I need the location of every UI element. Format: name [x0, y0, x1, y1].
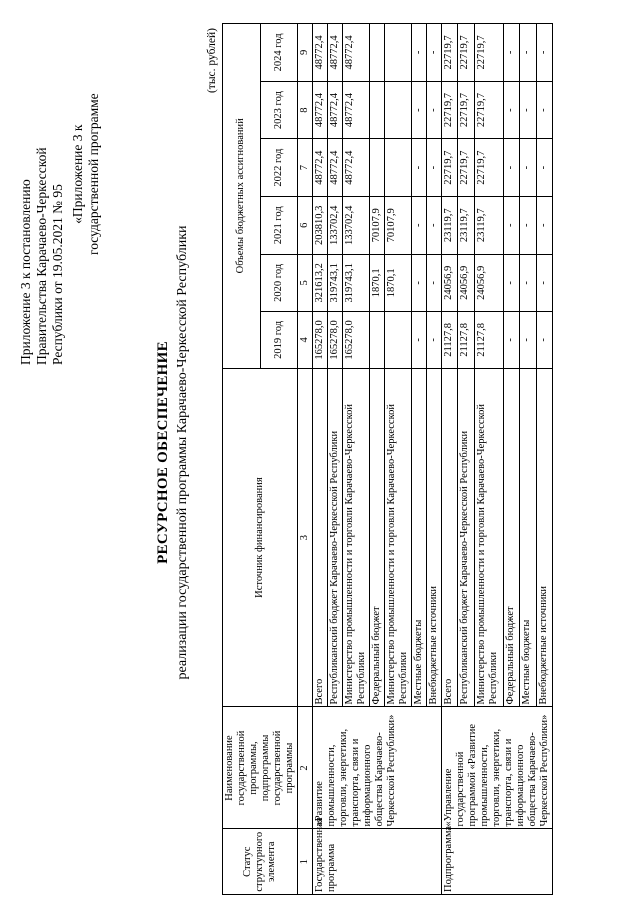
budget-value: 21127,8: [458, 312, 474, 368]
budget-value: -: [427, 312, 442, 368]
budget-value: -: [536, 81, 552, 139]
budget-value: -: [412, 254, 427, 312]
resolution-line: Правительства Карачаево-Черкесской: [34, 147, 49, 365]
budget-value: 48772,4: [343, 24, 370, 82]
table-row: [313, 24, 328, 895]
budget-value: 24056,9: [474, 254, 503, 312]
budget-value: 165278,0: [328, 312, 343, 368]
budget-value: -: [536, 196, 552, 254]
header-year: 2020 год: [260, 254, 298, 312]
budget-value: -: [427, 81, 442, 139]
budget-value: 133702,4: [343, 196, 370, 254]
budget-value: 22719,7: [474, 139, 503, 197]
budget-value: 48772,4: [313, 24, 328, 82]
budget-value: -: [536, 139, 552, 197]
budget-value: 48772,4: [313, 139, 328, 197]
budget-value: -: [520, 139, 536, 197]
header-row: [223, 24, 261, 895]
budget-value: 48772,4: [343, 81, 370, 139]
column-index-row: [298, 24, 313, 895]
appendix-line: государственной программе: [86, 93, 101, 255]
budget-value: 22719,7: [442, 24, 458, 82]
budget-value: 21127,8: [474, 312, 503, 368]
funding-source: Местные бюджеты: [520, 368, 536, 707]
column-index: 3: [298, 368, 313, 707]
budget-value: 133702,4: [328, 196, 343, 254]
header-name: Наименование государственной программы, подпрограммы государственной программы: [223, 707, 298, 829]
budget-value: 1870,1: [385, 254, 412, 312]
column-index: 6: [298, 196, 313, 254]
budget-value: 48772,4: [343, 139, 370, 197]
appendix-reference: [70, 93, 102, 255]
resource-table: [222, 23, 553, 895]
funding-source: Республиканский бюджет Карачаево-Черкесской Республики: [328, 368, 343, 707]
funding-source: Министерство промышленности и торговли Карачаево-Черкесской Республики: [474, 368, 503, 707]
units-label: (тыс. рублей): [206, 28, 218, 94]
budget-value: -: [536, 254, 552, 312]
funding-source: Министерство промышленности и торговли Карачаево-Черкесской Республики: [343, 368, 370, 707]
budget-value: -: [427, 139, 442, 197]
table-row: [442, 24, 458, 895]
budget-value: 24056,9: [442, 254, 458, 312]
header-status: Статус структурного элемента: [223, 829, 298, 895]
column-index: 7: [298, 139, 313, 197]
budget-value: -: [412, 196, 427, 254]
element-status: Государственная программа: [313, 829, 442, 895]
budget-value: 70107,9: [370, 196, 385, 254]
resolution-line: Республики от 19.05.2021 № 95: [50, 184, 65, 365]
header-year: 2022 год: [260, 139, 298, 197]
budget-value: [385, 139, 412, 197]
column-index: 5: [298, 254, 313, 312]
budget-value: 203810,3: [313, 196, 328, 254]
funding-source: Местные бюджеты: [412, 368, 427, 707]
budget-value: 165278,0: [343, 312, 370, 368]
budget-value: 321613,2: [313, 254, 328, 312]
budget-value: -: [412, 139, 427, 197]
funding-source: Внебюджетные источники: [536, 368, 552, 707]
budget-value: [385, 81, 412, 139]
resolution-reference: [18, 147, 66, 365]
budget-value: [370, 312, 385, 368]
budget-value: 165278,0: [313, 312, 328, 368]
budget-value: -: [536, 24, 552, 82]
column-index: 8: [298, 81, 313, 139]
program-name: «Управление государственной программой «Развитие промышленности, торговли, энергетики, транспорта, связи и информационного общества Карачаево-Черкесской Республики»: [442, 707, 553, 829]
program-name: «Развитие промышленности, торговли, энергетики, транспорта, связи и информационного общества Карачаево-Черкесской Республики»: [313, 707, 442, 829]
budget-value: -: [412, 81, 427, 139]
budget-value: 22719,7: [474, 24, 503, 82]
header-volumes: Объемы бюджетных ассигнований: [223, 24, 261, 369]
budget-value: 24056,9: [458, 254, 474, 312]
budget-value: -: [520, 24, 536, 82]
budget-value: 22719,7: [458, 139, 474, 197]
funding-source: Федеральный бюджет: [504, 368, 520, 707]
column-index: 9: [298, 24, 313, 82]
budget-value: -: [520, 254, 536, 312]
budget-value: -: [412, 312, 427, 368]
funding-source: Министерство промышленности и торговли Карачаево-Черкесской Республики: [385, 368, 412, 707]
budget-value: 319743,1: [328, 254, 343, 312]
budget-value: -: [536, 312, 552, 368]
budget-value: -: [504, 24, 520, 82]
budget-value: -: [504, 254, 520, 312]
budget-value: 70107,9: [385, 196, 412, 254]
budget-value: -: [504, 139, 520, 197]
element-status: Подпрограмма: [442, 829, 553, 895]
budget-value: 48772,4: [328, 81, 343, 139]
budget-value: 48772,4: [328, 139, 343, 197]
budget-value: 22719,7: [442, 81, 458, 139]
funding-source: Всего: [313, 368, 328, 707]
budget-value: [385, 312, 412, 368]
budget-value: 48772,4: [328, 24, 343, 82]
budget-value: -: [520, 196, 536, 254]
budget-value: 48772,4: [313, 81, 328, 139]
header-year: 2021 год: [260, 196, 298, 254]
budget-value: -: [427, 196, 442, 254]
budget-value: -: [504, 81, 520, 139]
funding-source: Республиканский бюджет Карачаево-Черкесской Республики: [458, 368, 474, 707]
resolution-line: Приложение 3 к постановлению: [18, 179, 33, 365]
budget-value: 22719,7: [474, 81, 503, 139]
budget-value: 22719,7: [442, 139, 458, 197]
budget-value: [385, 24, 412, 82]
column-index: 4: [298, 312, 313, 368]
budget-value: -: [520, 81, 536, 139]
column-index: 1: [298, 829, 313, 895]
document-title: РЕСУРСНОЕ ОБЕСПЕЧЕНИЕ: [155, 341, 171, 564]
budget-value: 23119,7: [442, 196, 458, 254]
budget-value: [370, 139, 385, 197]
budget-value: 23119,7: [474, 196, 503, 254]
header-source: Источник финансирования: [223, 368, 298, 707]
budget-value: 319743,1: [343, 254, 370, 312]
budget-value: -: [504, 196, 520, 254]
funding-source: Федеральный бюджет: [370, 368, 385, 707]
appendix-line: «Приложение 3 к: [70, 124, 85, 224]
funding-source: Внебюджетные источники: [427, 368, 442, 707]
budget-value: 22719,7: [458, 24, 474, 82]
budget-value: -: [412, 24, 427, 82]
budget-value: -: [427, 254, 442, 312]
budget-value: -: [427, 24, 442, 82]
budget-value: [370, 81, 385, 139]
header-year: 2023 год: [260, 81, 298, 139]
budget-value: -: [504, 312, 520, 368]
budget-value: -: [520, 312, 536, 368]
header-year: 2024 год: [260, 24, 298, 82]
header-year: 2019 год: [260, 312, 298, 368]
budget-value: 1870,1: [370, 254, 385, 312]
funding-source: Всего: [442, 368, 458, 707]
document-subtitle: реализации государственной программы Карачаево-Черкесской Республики: [175, 225, 190, 680]
budget-value: [370, 24, 385, 82]
budget-value: 23119,7: [458, 196, 474, 254]
column-index: 2: [298, 707, 313, 829]
budget-value: 21127,8: [442, 312, 458, 368]
table-body: [313, 24, 553, 895]
budget-value: 22719,7: [458, 81, 474, 139]
